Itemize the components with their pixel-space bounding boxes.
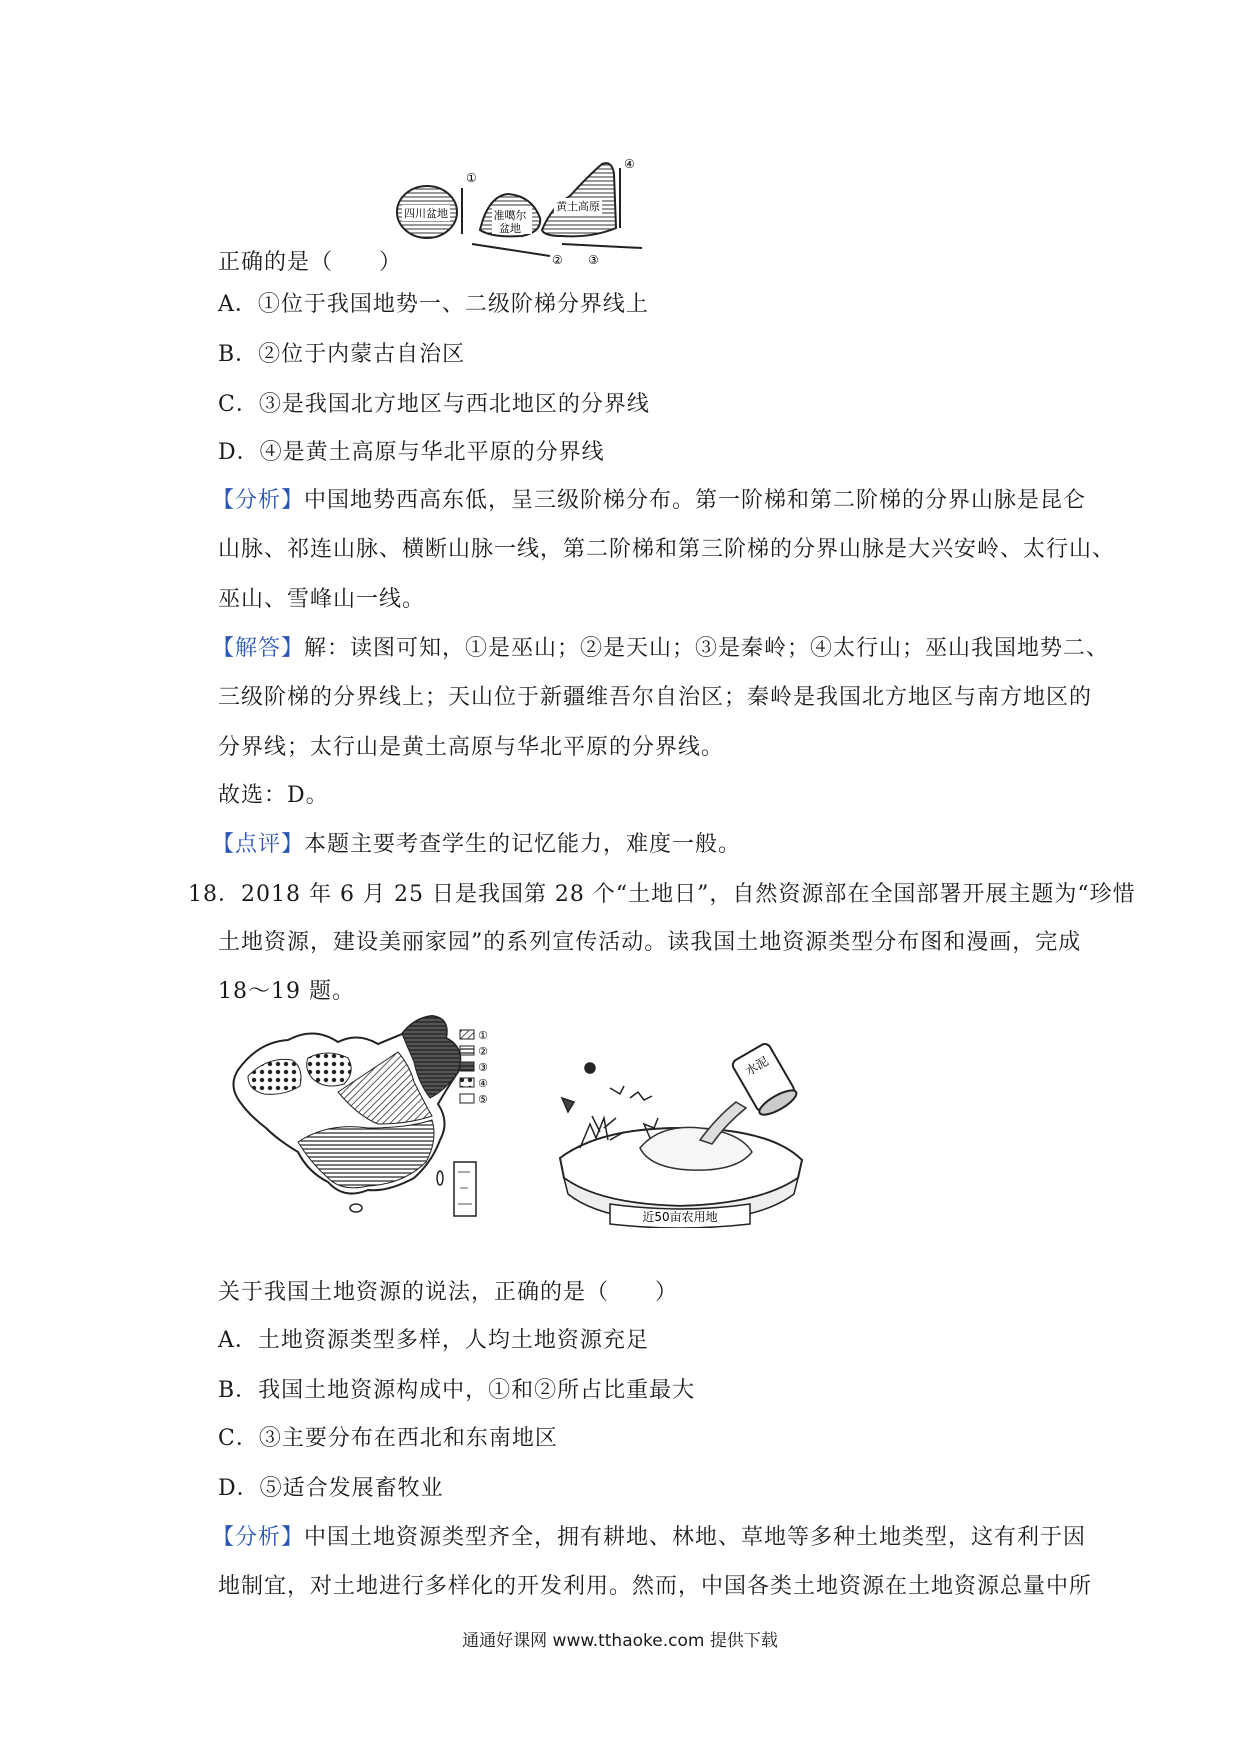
taiwan-shape <box>437 1171 443 1185</box>
q17-answer-line-1 <box>212 634 1109 664</box>
loess-label: 黄土高原 <box>556 200 600 213</box>
junggar-label-1: 准噶尔 <box>493 209 527 222</box>
marker-1: ① <box>466 171 477 185</box>
q18-intro-line-2: 土地资源，建设美丽家园”的系列宣传活动。读我国土地资源类型分布图和漫画，完成 <box>218 930 1082 955</box>
q18-analysis-text-1: 中国土地资源类型齐全，拥有耕地、林地、草地等多种土地类型，这有利于因 <box>304 1525 1087 1550</box>
q17-review-tag: 【点评】 <box>212 832 305 857</box>
map-legend <box>460 1029 488 1106</box>
q17-choice: 故选：D。 <box>218 783 329 808</box>
junggar-label-2: 盆地 <box>499 222 521 235</box>
q18-intro-line-1: 18．2018 年 6 月 25 日是我国第 28 个“土地日”，自然资源部在全国部署开展主题为“珍惜 <box>188 882 1136 907</box>
q18-analysis-line-2: 地制宜，对土地进行多样化的开发利用。然而，中国各类土地资源在土地资源总量中所 <box>218 1574 1093 1599</box>
q17-answer-tag: 【解答】 <box>212 636 305 661</box>
sichuan-label: 四川盆地 <box>404 207 448 220</box>
q18-analysis-line-1 <box>212 1523 1086 1553</box>
marker-2: ② <box>552 253 563 267</box>
q18-option-b: B．我国土地资源构成中，①和②所占比重最大 <box>218 1378 696 1403</box>
farmland-label: 近50亩农用地 <box>642 1210 718 1224</box>
q18-option-c: C．③主要分布在西北和东南地区 <box>218 1426 558 1451</box>
q17-option-d: D．④是黄土高原与华北平原的分界线 <box>218 440 605 465</box>
q17-analysis-line-2: 山脉、祁连山脉、横断山脉一线，第二阶梯和第三阶梯的分界山脉是大兴安岭、太行山、 <box>218 537 1116 562</box>
q18-stem: 关于我国土地资源的说法，正确的是（ ） <box>218 1280 679 1305</box>
legend-2: ② <box>478 1045 488 1058</box>
south-sea-inset <box>454 1162 476 1216</box>
q17-stem: 正确的是（ ） <box>218 250 403 275</box>
q18-intro-line-3: 18～19 题。 <box>218 979 355 1004</box>
q17-answer-text-1: 解：读图可知，①是巫山；②是天山；③是秦岭；④太行山；巫山我国地势二、 <box>304 636 1110 661</box>
legend-5: ⑤ <box>478 1093 488 1106</box>
q17-answer-line-3: 分界线；太行山是黄土高原与华北平原的分界线。 <box>218 735 725 760</box>
legend-3: ③ <box>478 1061 488 1074</box>
legend-4: ④ <box>478 1077 488 1090</box>
hainan-shape <box>350 1204 362 1212</box>
marker-4: ④ <box>624 157 635 171</box>
q17-analysis-line-1 <box>212 486 1086 516</box>
land-resource-map <box>218 1012 513 1222</box>
cement-comic <box>540 1028 820 1228</box>
q17-option-b: B．②位于内蒙古自治区 <box>218 342 466 367</box>
cement-label: 水泥 <box>742 1054 771 1079</box>
legend-1: ① <box>478 1029 488 1042</box>
terrain-figure <box>392 156 692 268</box>
q17-analysis-line-3: 巫山、雪峰山一线。 <box>218 587 426 612</box>
q18-analysis-tag: 【分析】 <box>212 1525 305 1550</box>
marker-3: ③ <box>588 253 599 267</box>
q17-option-c: C．③是我国北方地区与西北地区的分界线 <box>218 392 650 417</box>
footer-credit: 通通好课网 www.tthaoke.com 提供下载 <box>462 1631 778 1651</box>
q17-analysis-tag: 【分析】 <box>212 488 305 513</box>
q17-review-text: 本题主要考查学生的记忆能力，难度一般。 <box>304 832 742 857</box>
q17-review-line <box>212 830 741 860</box>
q18-option-d: D．⑤适合发展畜牧业 <box>218 1476 444 1501</box>
q18-option-a: A．土地资源类型多样，人均土地资源充足 <box>218 1328 649 1353</box>
q17-option-a: A．①位于我国地势一、二级阶梯分界线上 <box>218 292 649 317</box>
line-2 <box>472 244 550 256</box>
q17-analysis-text-1: 中国地势西高东低，呈三级阶梯分布。第一阶梯和第二阶梯的分界山脉是昆仑 <box>304 488 1087 513</box>
line-3 <box>562 244 642 248</box>
q17-answer-line-2: 三级阶梯的分界线上；天山位于新疆维吾尔自治区；秦岭是我国北方地区与南方地区的 <box>218 685 1093 710</box>
